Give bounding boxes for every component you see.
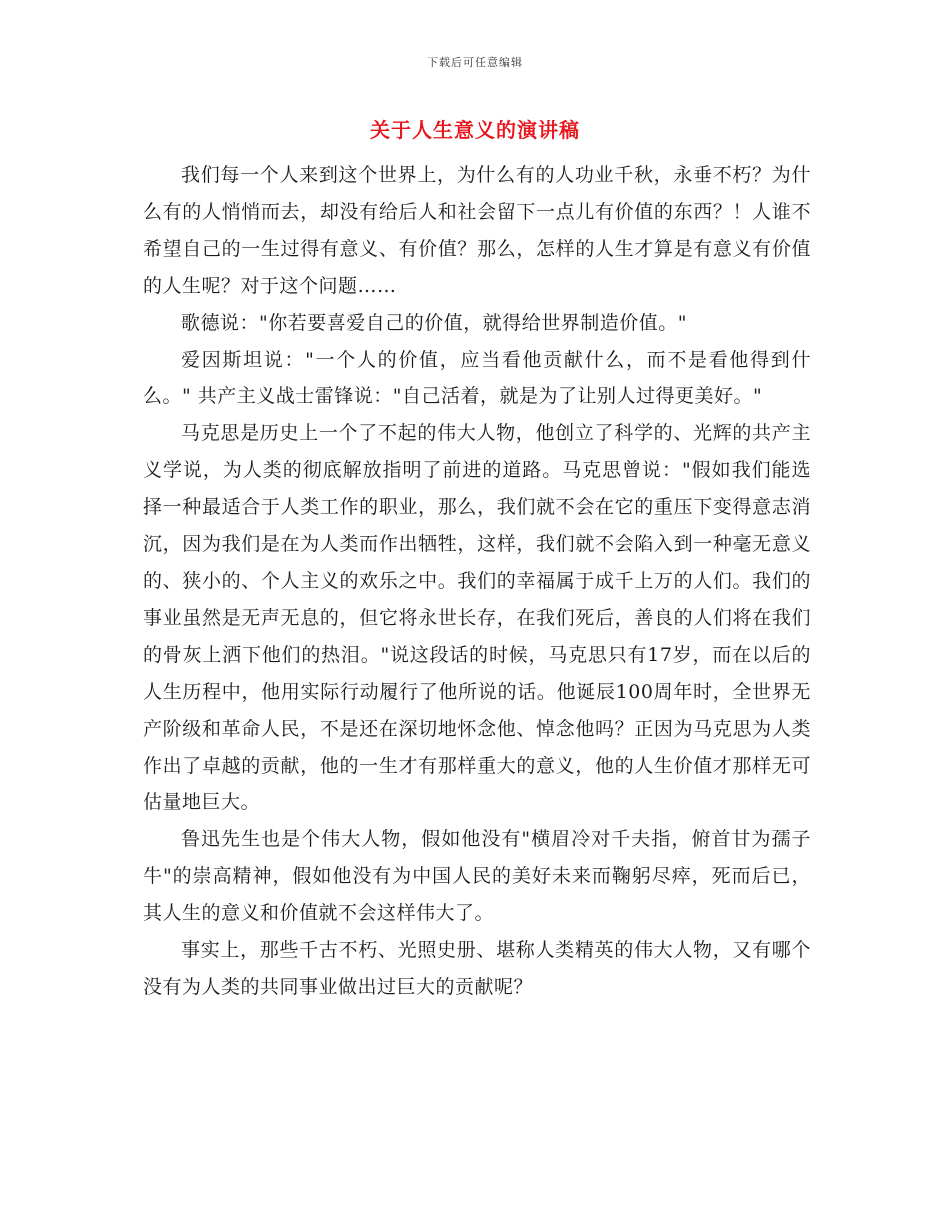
paragraph-goethe-quote: 歌德说："你若要喜爱自己的价值，就得给世界制造价值。" [181,311,687,334]
document-title: 关于人生意义的演讲稿 [370,118,580,142]
paragraph-conclusion: 事实上，那些千古不朽、光照史册、堪称人类精英的伟大人物，又有哪个没有为人类的共同事业做出过巨大的贡献呢？ [143,939,811,998]
page-header: 下载后可任意编辑 [427,56,523,69]
paragraph-luxun: 鲁迅先生也是个伟大人物，假如他没有"横眉冷对千夫指，俯首甘为孺子牛"的崇高精神，假如他没有为中国人民的美好未来而鞠躬尽瘁，死而后已，其人生的意义和价值就不会这样伟大了。 [143,828,811,925]
paragraph-einstein-leifeng-quote: 爱因斯坦说："一个人的价值，应当看他贡献什么，而不是看他得到什么。" 共产主义战士雷锋说："自己活着，就是为了让别人过得更美好。" [143,348,811,408]
paragraph-intro: 我们每一个人来到这个世界上，为什么有的人功业千秋，永垂不朽？为什么有的人悄悄而去，却没有给后人和社会留下一点儿有价值的东西？！人谁不希望自己的一生过得有意义、有价值？那么，怎样的人生才算是有意义有价值的人生呢？对于这个问题…… [143,164,811,297]
document-body [143,157,811,1006]
paragraph-marx: 马克思是历史上一个了不起的伟大人物，他创立了科学的、光辉的共产主义学说，为人类的彻底解放指明了前进的道路。马克思曾说："假如我们能选择一种最适合于人类工作的职业，那么，我们就不会在它的重压下变得意志消沉，因为我们是在为人类而作出牺牲，这样，我们就不会陷入到一种毫无意义的、狭小的、个人主义的欢乐之中。我们的幸福属于成千上万的人们。我们的事业虽然是无声无息的，但它将永世长存，在我们死后，善良的人们将在我们的骨灰上洒下他们的热泪。"说这段话的时候，马克思只有17岁，而在以后的人生历程中，他用实际行动履行了他所说的话。他诞辰100周年时，全世界无产阶级和革命人民，不是还在深切地怀念他、悼念他吗？正因为马克思为人类作出了卓越的贡献，他的一生才有那样重大的意义，他的人生价值才那样无可估量地巨大。 [143,422,811,814]
